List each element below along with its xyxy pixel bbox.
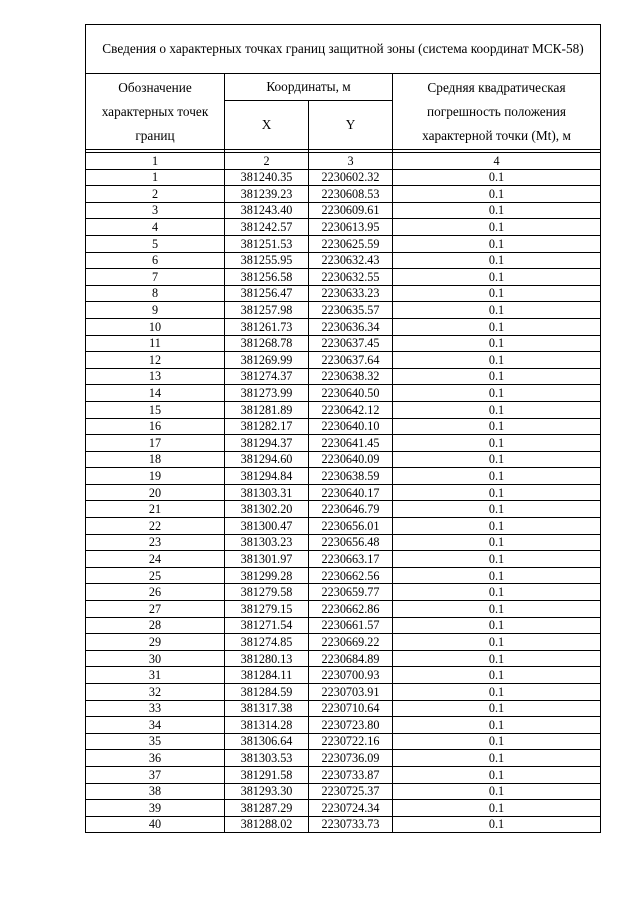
x-coordinate-cell: 381306.64	[225, 733, 309, 750]
point-number-cell: 13	[86, 368, 225, 385]
header-x: X	[225, 101, 309, 150]
y-coordinate-cell: 2230602.32	[309, 169, 393, 186]
point-number-cell: 35	[86, 733, 225, 750]
error-cell: 0.1	[393, 235, 601, 252]
x-coordinate-cell: 381287.29	[225, 800, 309, 817]
x-coordinate-cell: 381294.37	[225, 435, 309, 452]
x-coordinate-cell: 381301.97	[225, 551, 309, 568]
table-row	[86, 800, 601, 817]
point-number-cell: 15	[86, 401, 225, 418]
x-coordinate-cell: 381302.20	[225, 501, 309, 518]
x-coordinate-cell: 381261.73	[225, 318, 309, 335]
point-number-cell: 22	[86, 518, 225, 535]
y-coordinate-cell: 2230656.48	[309, 534, 393, 551]
table-row	[86, 352, 601, 369]
error-cell: 0.1	[393, 252, 601, 269]
y-coordinate-cell: 2230640.17	[309, 484, 393, 501]
error-cell: 0.1	[393, 534, 601, 551]
error-cell: 0.1	[393, 667, 601, 684]
table-row	[86, 783, 601, 800]
y-coordinate-cell: 2230637.64	[309, 352, 393, 369]
table-row	[86, 385, 601, 402]
point-number-cell: 37	[86, 766, 225, 783]
point-number-cell: 6	[86, 252, 225, 269]
table-row	[86, 700, 601, 717]
y-coordinate-cell: 2230659.77	[309, 584, 393, 601]
table-row	[86, 518, 601, 535]
error-cell: 0.1	[393, 700, 601, 717]
error-cell: 0.1	[393, 385, 601, 402]
table-row	[86, 269, 601, 286]
header-y: Y	[309, 101, 393, 150]
error-cell: 0.1	[393, 783, 601, 800]
error-cell: 0.1	[393, 318, 601, 335]
y-coordinate-cell: 2230609.61	[309, 202, 393, 219]
error-cell: 0.1	[393, 601, 601, 618]
y-coordinate-cell: 2230700.93	[309, 667, 393, 684]
table-row	[86, 617, 601, 634]
coordinates-table	[85, 24, 601, 833]
y-coordinate-cell: 2230646.79	[309, 501, 393, 518]
point-number-cell: 26	[86, 584, 225, 601]
x-coordinate-cell: 381242.57	[225, 219, 309, 236]
y-coordinate-cell: 2230661.57	[309, 617, 393, 634]
error-cell: 0.1	[393, 435, 601, 452]
error-cell: 0.1	[393, 634, 601, 651]
y-coordinate-cell: 2230725.37	[309, 783, 393, 800]
error-cell: 0.1	[393, 468, 601, 485]
point-number-cell: 29	[86, 634, 225, 651]
error-cell: 0.1	[393, 650, 601, 667]
y-coordinate-cell: 2230640.10	[309, 418, 393, 435]
error-cell: 0.1	[393, 800, 601, 817]
error-cell: 0.1	[393, 335, 601, 352]
table-row	[86, 285, 601, 302]
y-coordinate-cell: 2230736.09	[309, 750, 393, 767]
y-coordinate-cell: 2230662.56	[309, 567, 393, 584]
y-coordinate-cell: 2230632.55	[309, 269, 393, 286]
point-number-cell: 23	[86, 534, 225, 551]
point-number-cell: 24	[86, 551, 225, 568]
point-number-cell: 7	[86, 269, 225, 286]
error-cell: 0.1	[393, 766, 601, 783]
table-row	[86, 584, 601, 601]
column-number: 1	[86, 153, 225, 170]
table-row	[86, 451, 601, 468]
error-cell: 0.1	[393, 617, 601, 634]
table-row	[86, 551, 601, 568]
point-number-cell: 19	[86, 468, 225, 485]
table-row	[86, 219, 601, 236]
error-cell: 0.1	[393, 816, 601, 833]
error-cell: 0.1	[393, 302, 601, 319]
table-row	[86, 252, 601, 269]
x-coordinate-cell: 381303.53	[225, 750, 309, 767]
table-row	[86, 567, 601, 584]
point-number-cell: 5	[86, 235, 225, 252]
column-number: 3	[309, 153, 393, 170]
table-row	[86, 733, 601, 750]
table-row	[86, 202, 601, 219]
y-coordinate-cell: 2230608.53	[309, 186, 393, 203]
point-number-cell: 32	[86, 684, 225, 701]
y-coordinate-cell: 2230640.09	[309, 451, 393, 468]
header-designation: Обозначение характерных точек границ	[86, 74, 225, 150]
x-coordinate-cell: 381240.35	[225, 169, 309, 186]
table-row	[86, 634, 601, 651]
y-coordinate-cell: 2230640.50	[309, 385, 393, 402]
error-cell: 0.1	[393, 750, 601, 767]
y-coordinate-cell: 2230723.80	[309, 717, 393, 734]
x-coordinate-cell: 381256.58	[225, 269, 309, 286]
x-coordinate-cell: 381303.31	[225, 484, 309, 501]
x-coordinate-cell: 381239.23	[225, 186, 309, 203]
table-title: Сведения о характерных точках границ защитной зоны (система координат МСК-58)	[86, 25, 601, 74]
x-coordinate-cell: 381300.47	[225, 518, 309, 535]
point-number-cell: 25	[86, 567, 225, 584]
x-coordinate-cell: 381257.98	[225, 302, 309, 319]
x-coordinate-cell: 381284.11	[225, 667, 309, 684]
point-number-cell: 9	[86, 302, 225, 319]
table-row	[86, 750, 601, 767]
error-cell: 0.1	[393, 352, 601, 369]
y-coordinate-cell: 2230641.45	[309, 435, 393, 452]
point-number-cell: 28	[86, 617, 225, 634]
table-row	[86, 501, 601, 518]
point-number-cell: 21	[86, 501, 225, 518]
table-row	[86, 667, 601, 684]
y-coordinate-cell: 2230684.89	[309, 650, 393, 667]
table-row	[86, 186, 601, 203]
error-cell: 0.1	[393, 501, 601, 518]
error-cell: 0.1	[393, 733, 601, 750]
table-row	[86, 368, 601, 385]
y-coordinate-cell: 2230663.17	[309, 551, 393, 568]
table-row	[86, 717, 601, 734]
error-cell: 0.1	[393, 684, 601, 701]
x-coordinate-cell: 381279.58	[225, 584, 309, 601]
point-number-cell: 12	[86, 352, 225, 369]
x-coordinate-cell: 381279.15	[225, 601, 309, 618]
x-coordinate-cell: 381251.53	[225, 235, 309, 252]
x-coordinate-cell: 381299.28	[225, 567, 309, 584]
point-number-cell: 31	[86, 667, 225, 684]
table-row	[86, 484, 601, 501]
point-number-cell: 16	[86, 418, 225, 435]
table-row	[86, 766, 601, 783]
table-row	[86, 318, 601, 335]
point-number-cell: 40	[86, 816, 225, 833]
x-coordinate-cell: 381268.78	[225, 335, 309, 352]
point-number-cell: 4	[86, 219, 225, 236]
table-row	[86, 401, 601, 418]
y-coordinate-cell: 2230724.34	[309, 800, 393, 817]
x-coordinate-cell: 381271.54	[225, 617, 309, 634]
point-number-cell: 8	[86, 285, 225, 302]
y-coordinate-cell: 2230733.73	[309, 816, 393, 833]
y-coordinate-cell: 2230635.57	[309, 302, 393, 319]
error-cell: 0.1	[393, 186, 601, 203]
table-row	[86, 435, 601, 452]
y-coordinate-cell: 2230703.91	[309, 684, 393, 701]
x-coordinate-cell: 381284.59	[225, 684, 309, 701]
x-coordinate-cell: 381294.84	[225, 468, 309, 485]
header-error: Средняя квадратическая погрешность положения характерной точки (Mt), м	[393, 74, 601, 150]
error-cell: 0.1	[393, 401, 601, 418]
x-coordinate-cell: 381273.99	[225, 385, 309, 402]
table-row	[86, 534, 601, 551]
point-number-cell: 20	[86, 484, 225, 501]
table-row	[86, 235, 601, 252]
error-cell: 0.1	[393, 518, 601, 535]
x-coordinate-cell: 381282.17	[225, 418, 309, 435]
table-row	[86, 601, 601, 618]
x-coordinate-cell: 381303.23	[225, 534, 309, 551]
y-coordinate-cell: 2230638.59	[309, 468, 393, 485]
y-coordinate-cell: 2230733.87	[309, 766, 393, 783]
x-coordinate-cell: 381317.38	[225, 700, 309, 717]
column-numbers-row	[86, 153, 601, 170]
point-number-cell: 3	[86, 202, 225, 219]
y-coordinate-cell: 2230638.32	[309, 368, 393, 385]
y-coordinate-cell: 2230613.95	[309, 219, 393, 236]
table-row	[86, 468, 601, 485]
error-cell: 0.1	[393, 418, 601, 435]
error-cell: 0.1	[393, 219, 601, 236]
error-cell: 0.1	[393, 169, 601, 186]
y-coordinate-cell: 2230710.64	[309, 700, 393, 717]
point-number-cell: 1	[86, 169, 225, 186]
error-cell: 0.1	[393, 551, 601, 568]
point-number-cell: 38	[86, 783, 225, 800]
point-number-cell: 34	[86, 717, 225, 734]
x-coordinate-cell: 381291.58	[225, 766, 309, 783]
y-coordinate-cell: 2230722.16	[309, 733, 393, 750]
error-cell: 0.1	[393, 717, 601, 734]
table-row	[86, 169, 601, 186]
x-coordinate-cell: 381293.30	[225, 783, 309, 800]
y-coordinate-cell: 2230625.59	[309, 235, 393, 252]
point-number-cell: 33	[86, 700, 225, 717]
error-cell: 0.1	[393, 451, 601, 468]
table-row	[86, 650, 601, 667]
y-coordinate-cell: 2230662.86	[309, 601, 393, 618]
error-cell: 0.1	[393, 202, 601, 219]
point-number-cell: 11	[86, 335, 225, 352]
point-number-cell: 18	[86, 451, 225, 468]
coordinates-document	[85, 24, 600, 833]
x-coordinate-cell: 381314.28	[225, 717, 309, 734]
x-coordinate-cell: 381281.89	[225, 401, 309, 418]
x-coordinate-cell: 381255.95	[225, 252, 309, 269]
point-number-cell: 39	[86, 800, 225, 817]
y-coordinate-cell: 2230669.22	[309, 634, 393, 651]
y-coordinate-cell: 2230632.43	[309, 252, 393, 269]
x-coordinate-cell: 381280.13	[225, 650, 309, 667]
y-coordinate-cell: 2230642.12	[309, 401, 393, 418]
error-cell: 0.1	[393, 567, 601, 584]
error-cell: 0.1	[393, 584, 601, 601]
error-cell: 0.1	[393, 285, 601, 302]
y-coordinate-cell: 2230633.23	[309, 285, 393, 302]
table-row	[86, 684, 601, 701]
y-coordinate-cell: 2230636.34	[309, 318, 393, 335]
x-coordinate-cell: 381274.85	[225, 634, 309, 651]
point-number-cell: 30	[86, 650, 225, 667]
point-number-cell: 36	[86, 750, 225, 767]
x-coordinate-cell: 381256.47	[225, 285, 309, 302]
point-number-cell: 27	[86, 601, 225, 618]
error-cell: 0.1	[393, 269, 601, 286]
y-coordinate-cell: 2230656.01	[309, 518, 393, 535]
y-coordinate-cell: 2230637.45	[309, 335, 393, 352]
table-row	[86, 335, 601, 352]
table-row	[86, 418, 601, 435]
column-number: 2	[225, 153, 309, 170]
x-coordinate-cell: 381274.37	[225, 368, 309, 385]
error-cell: 0.1	[393, 368, 601, 385]
x-coordinate-cell: 381269.99	[225, 352, 309, 369]
point-number-cell: 2	[86, 186, 225, 203]
header-coordinates: Координаты, м	[225, 74, 393, 101]
point-number-cell: 10	[86, 318, 225, 335]
error-cell: 0.1	[393, 484, 601, 501]
table-row	[86, 816, 601, 833]
point-number-cell: 17	[86, 435, 225, 452]
x-coordinate-cell: 381288.02	[225, 816, 309, 833]
x-coordinate-cell: 381243.40	[225, 202, 309, 219]
column-number: 4	[393, 153, 601, 170]
point-number-cell: 14	[86, 385, 225, 402]
x-coordinate-cell: 381294.60	[225, 451, 309, 468]
table-row	[86, 302, 601, 319]
